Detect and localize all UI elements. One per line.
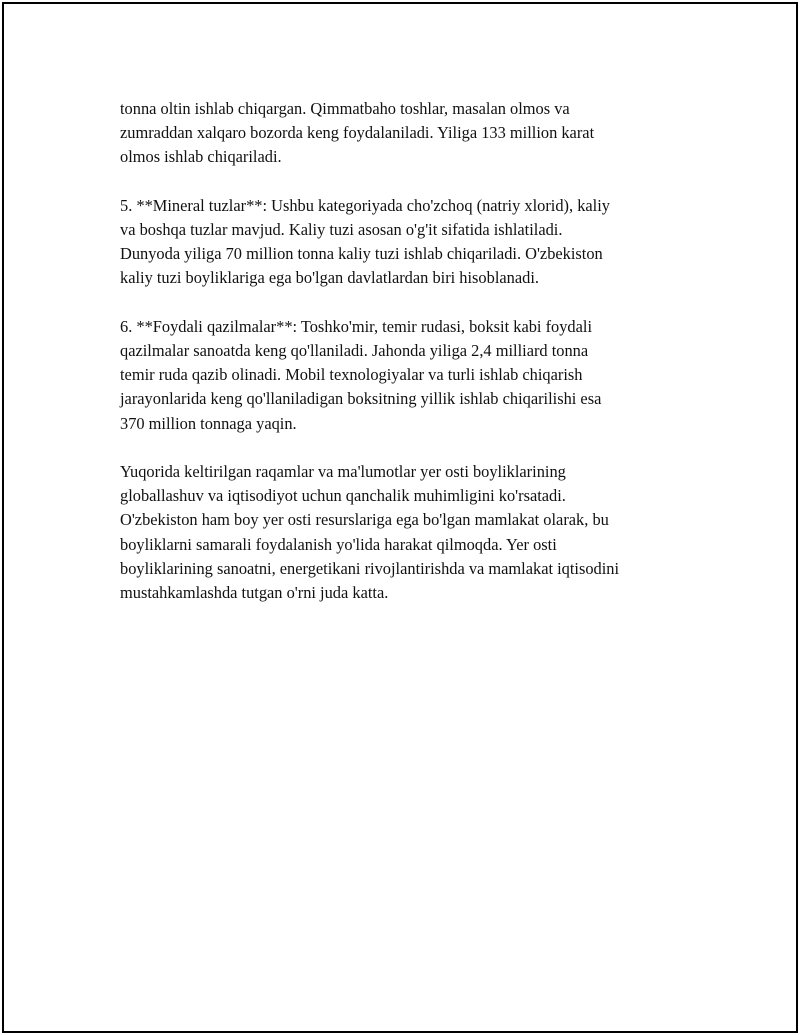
text-line: 5. **Mineral tuzlar**: Ushbu kategoriyada cho'zchoq (natriy xlorid), kaliy xyxy=(120,195,610,215)
text-line: Yuqorida keltirilgan raqamlar va ma'lumotlar yer osti boyliklarining xyxy=(120,462,566,481)
text-line: 6. **Foydali qazilmalar**: Toshko'mir, temir rudasi, boksit kabi foydali xyxy=(120,316,593,336)
paragraph-mineral-salts xyxy=(120,194,690,291)
text-line: temir ruda qazib olinadi. Mobil texnologiyalar va turli ishlab chiqarish xyxy=(120,365,583,385)
text-line: 370 million tonnaga yaqin. xyxy=(120,413,297,433)
text-line: va boshqa tuzlar mavjud. Kaliy tuzi asosan o'g'it sifatida ishlatiladi. xyxy=(120,220,563,239)
paragraph-conclusion xyxy=(120,460,690,605)
text-line: boyliklarni samarali foydalanish yo'lida harakat qilmoqda. Yer osti xyxy=(120,534,557,554)
document-page xyxy=(2,2,798,1033)
text-line: boyliklarining sanoatni, energetikani rivojlantirishda va mamlakat iqtisodini xyxy=(120,558,620,578)
text-line: jarayonlarida keng qo'llaniladigan boksitning yillik ishlab chiqarilishi esa xyxy=(120,389,602,409)
text-line: kaliy tuzi boyliklariga ega bo'lgan davlatlardan biri hisoblanadi. xyxy=(120,268,539,288)
text-line: zumraddan xalqaro bozorda keng foydalaniladi. Yiliga 133 million karat xyxy=(120,123,595,143)
text-line: O'zbekiston ham boy yer osti resurslariga ega bo'lgan mamlakat olarak, bu xyxy=(120,510,609,530)
text-line: mustahkamlashda tutgan o'rni juda katta. xyxy=(120,583,389,603)
text-line: qazilmalar sanoatda keng qo'llaniladi. Jahonda yiliga 2,4 milliard tonna xyxy=(120,341,589,360)
text-line: Dunyoda yiliga 70 million tonna kaliy tuzi ishlab chiqariladi. O'zbekiston xyxy=(120,244,603,264)
paragraph-useful-minerals xyxy=(120,315,690,436)
text-line: globallashuv va iqtisodiyot uchun qanchalik muhimligini ko'rsatadi. xyxy=(120,486,566,506)
document-body xyxy=(120,97,690,629)
text-line: olmos ishlab chiqariladi. xyxy=(120,147,282,167)
paragraph-precious-stones xyxy=(120,97,690,170)
text-line: tonna oltin ishlab chiqargan. Qimmatbaho toshlar, masalan olmos va xyxy=(120,99,570,118)
